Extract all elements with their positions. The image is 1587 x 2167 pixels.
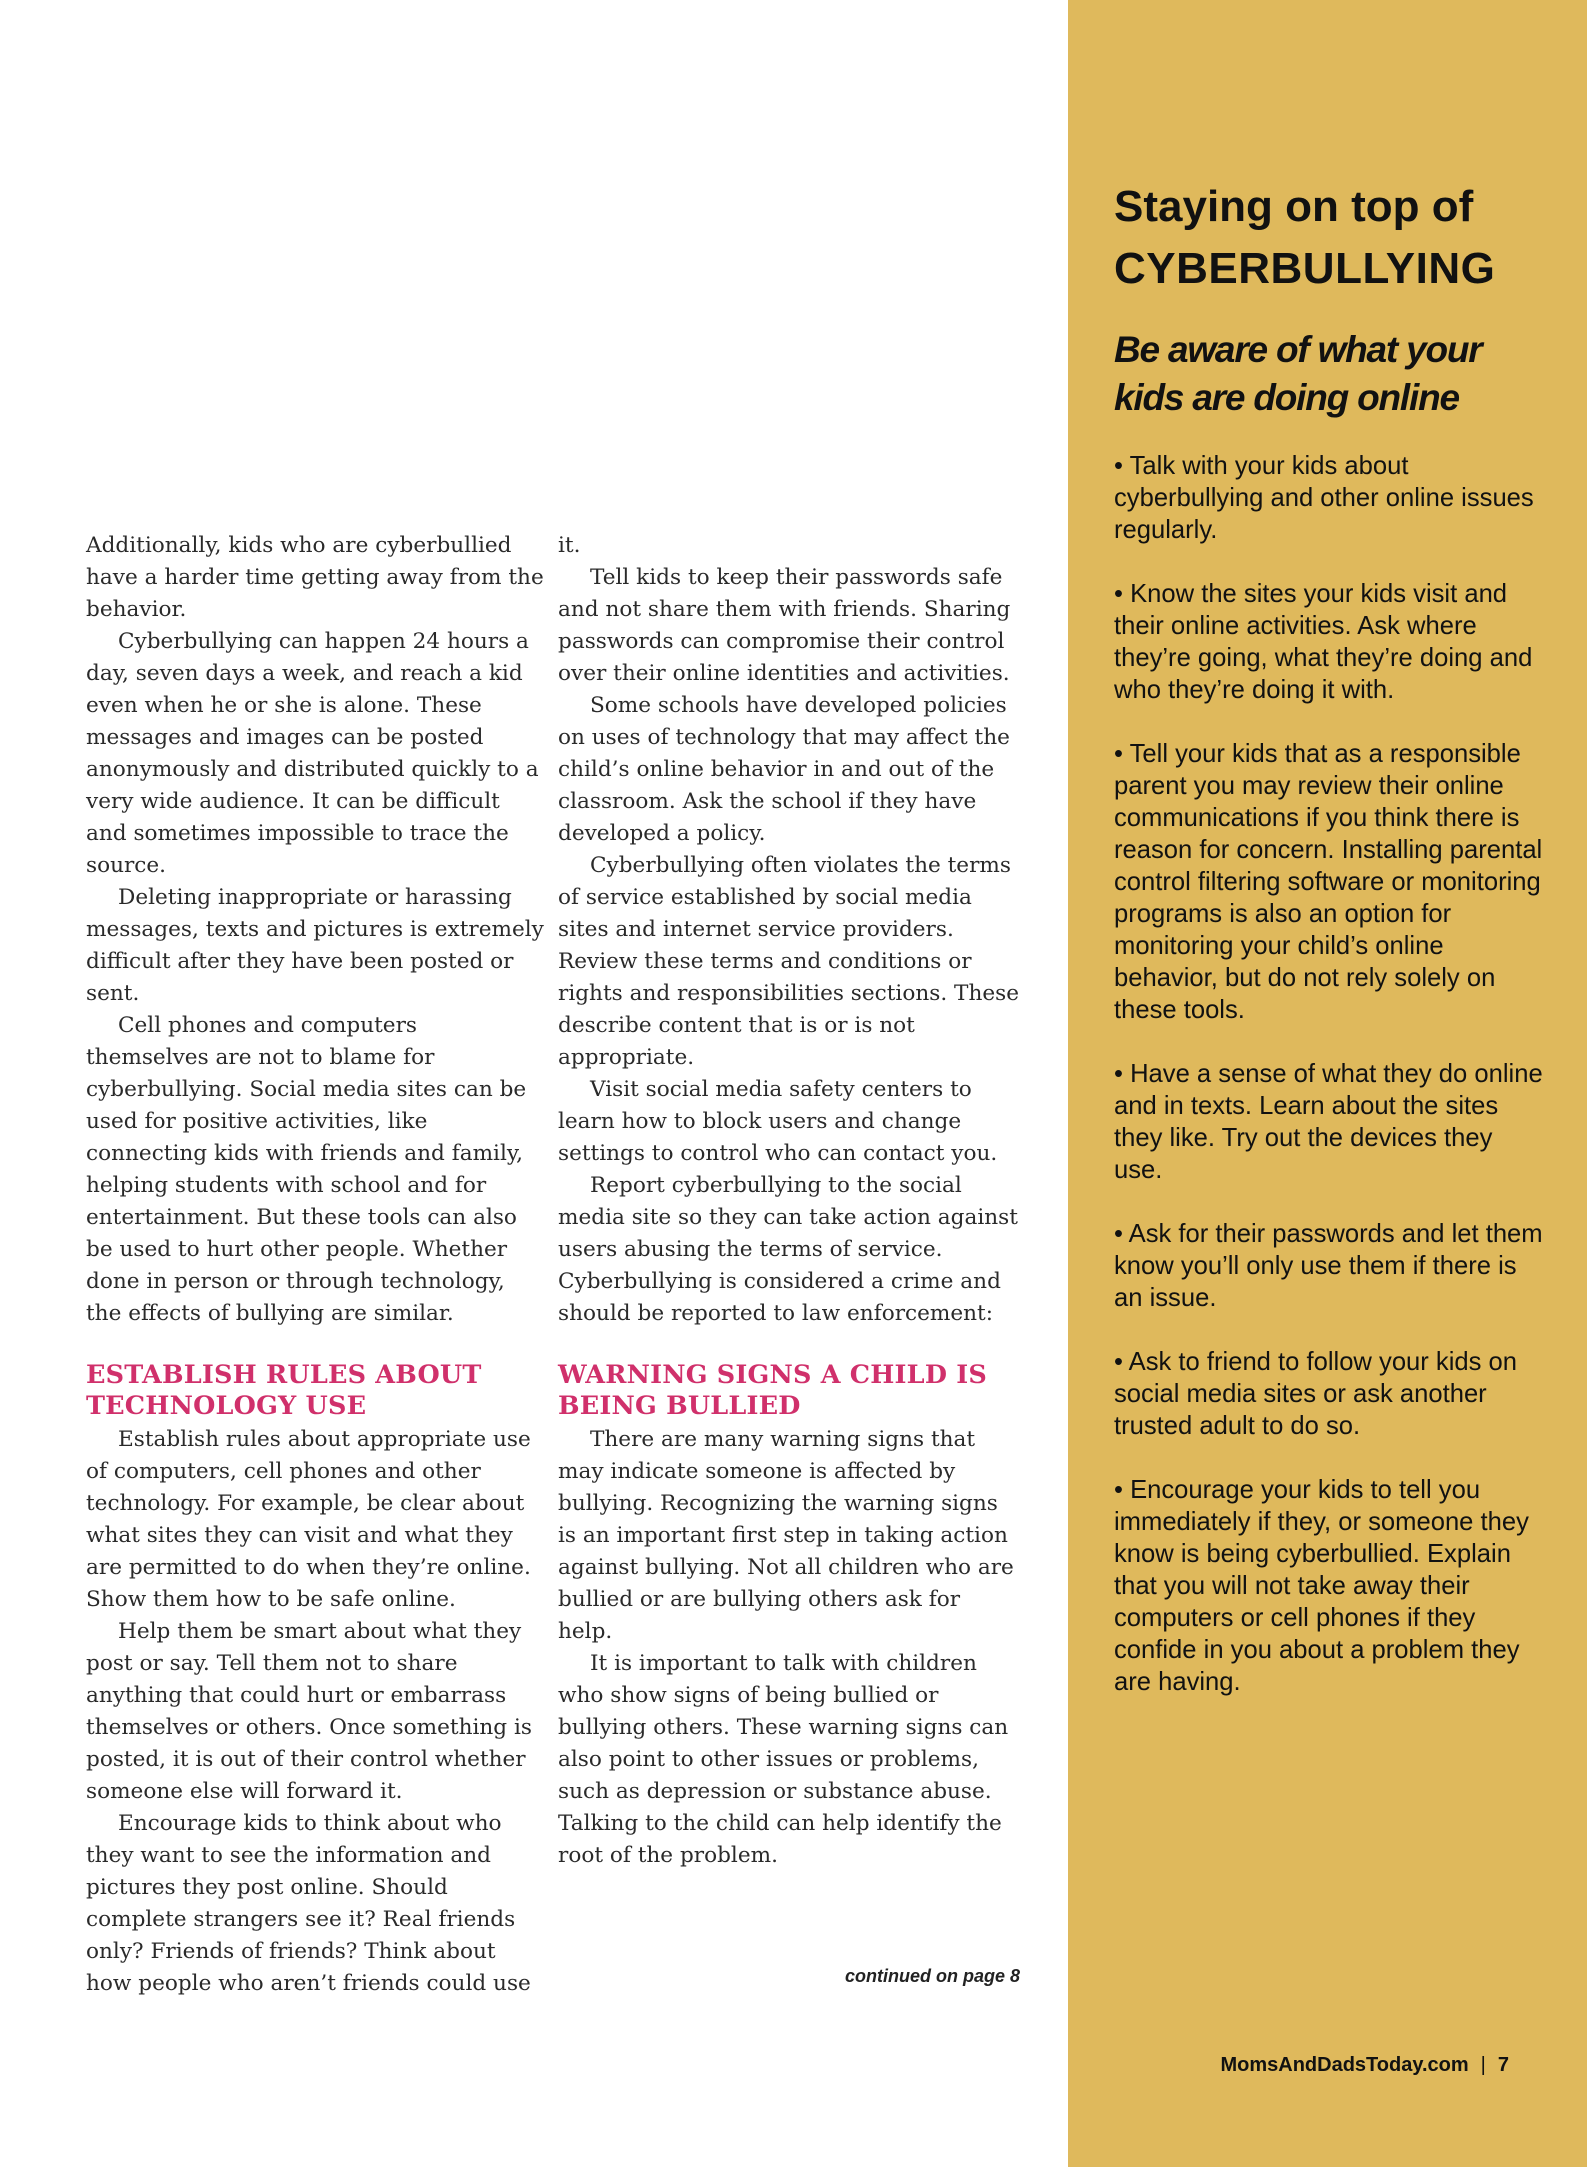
paragraph: Some schools have developed policies on uses of technology that may affect the child’s online behavior in and out of the classroom. Ask the school if they have developed a policy. <box>558 693 1010 846</box>
paragraph: Report cyberbullying to the social media site so they can take action against users abusing the terms of service. Cyberbullying is considered a crime and should be reported to law enforcement: <box>558 1173 1018 1326</box>
paragraph: Cyberbullying often violates the terms of service established by social media sites and internet service providers. Review these terms and conditions or rights and responsibilities sections. These describe content that is or is not appropriate. <box>558 853 1020 1070</box>
section-heading-establish-rules: ESTABLISH RULES ABOUT TECHNOLOGY USE <box>86 1360 482 1421</box>
paragraph: It is important to talk with children who show signs of being bullied or bullying others. These warning signs can also point to other issues or problems, such as depression or substance abuse. Talking to the child can help identify the root of the problem. <box>558 1651 1009 1868</box>
paragraph: Additionally, kids who are cyberbullied have a harder time getting away from the behavior. <box>86 533 544 622</box>
paragraph: it. <box>558 533 581 558</box>
paragraph: Help them be smart about what they post or say. Tell them not to share anything that could hurt or embarrass themselves or others. Once something is posted, it is out of their control whether someone else will forward it. <box>86 1619 532 1804</box>
list-item: • Ask to friend to follow your kids on social media sites or ask another trusted adult to do so. <box>1114 1348 1518 1440</box>
paragraph: Establish rules about appropriate use of computers, cell phones and other technology. For example, be clear about what sites they can visit and what they are permitted to do when they’re online. Show them how to be safe online. <box>86 1427 531 1612</box>
list-item: • Ask for their passwords and let them know you’ll only use them if there is an issue. <box>1114 1220 1543 1312</box>
paragraph: Cell phones and computers themselves are not to blame for cyberbullying. Social media sites can be used for positive activities, like connecting kids with friends and family, helping students with school and for entertainment. But these tools can also be used to hurt other people. Whether done in person or through technology, the effects of bullying are similar. <box>86 1013 527 1326</box>
list-item: • Tell your kids that as a responsible parent you may review their online communications if you think there is reason for concern. Installing parental control filtering software or monitoring programs is also an option for monitoring your child’s online behavior, but do not rely solely on these tools. <box>1114 740 1543 1024</box>
page-footer <box>1220 2054 1509 2077</box>
sidebar-title-line1: Staying on top of <box>1114 182 1474 231</box>
sidebar-tips-list <box>1114 450 1544 1730</box>
section-heading-warning-signs: WARNING SIGNS A CHILD IS BEING BULLIED <box>558 1360 987 1421</box>
list-item: • Know the sites your kids visit and their online activities. Ask where they’re going, what they’re doing and who they’re doing it with. <box>1114 580 1533 704</box>
sidebar-subtitle: Be aware of what your kids are doing online <box>1114 329 1482 418</box>
left-article-column <box>86 530 544 2000</box>
paragraph: Deleting inappropriate or harassing messages, texts and pictures is extremely difficult after they have been posted or sent. <box>86 885 544 1006</box>
continued-on-page-note: continued on page 8 <box>844 1966 1020 1986</box>
paragraph: Visit social media safety centers to learn how to block users and change settings to control who can contact you. <box>558 1077 998 1166</box>
paragraph: Cyberbullying can happen 24 hours a day, seven days a week, and reach a kid even when he or she is alone. These messages and images can be posted anonymously and distributed quickly to a very wide audience. It can be difficult and sometimes impossible to trace the source. <box>86 629 539 878</box>
list-item: • Have a sense of what they do online and in texts. Learn about the sites they like. Try out the devices they use. <box>1114 1060 1543 1184</box>
sidebar-panel <box>1068 0 1587 2167</box>
right-article-column <box>558 530 1020 1872</box>
paragraph: There are many warning signs that may indicate someone is affected by bullying. Recognizing the warning signs is an important first step in taking action against bullying. Not all children who are bullied or are bullying others ask for help. <box>558 1427 1014 1644</box>
footer-separator: | <box>1480 2054 1486 2076</box>
paragraph: Encourage kids to think about who they want to see the information and pictures they post online. Should complete strangers see it? Real friends only? Friends of friends? Think about how people who aren’t friends could use <box>86 1811 531 1996</box>
footer-website: MomsAndDadsToday.com <box>1220 2054 1469 2076</box>
page-number: 7 <box>1497 2054 1509 2076</box>
sidebar-title <box>1114 176 1574 300</box>
sidebar-title-line2: CYBERBULLYING <box>1114 244 1496 293</box>
list-item: • Encourage your kids to tell you immediately if they, or someone they know is being cyberbullied. Explain that you will not take away their computers or cell phones if they confide in you about a problem they are having. <box>1114 1476 1529 1696</box>
list-item: • Talk with your kids about cyberbullying and other online issues regularly. <box>1114 452 1534 544</box>
paragraph: Tell kids to keep their passwords safe and not share them with friends. Sharing passwords can compromise their control over their online identities and activities. <box>558 565 1011 686</box>
